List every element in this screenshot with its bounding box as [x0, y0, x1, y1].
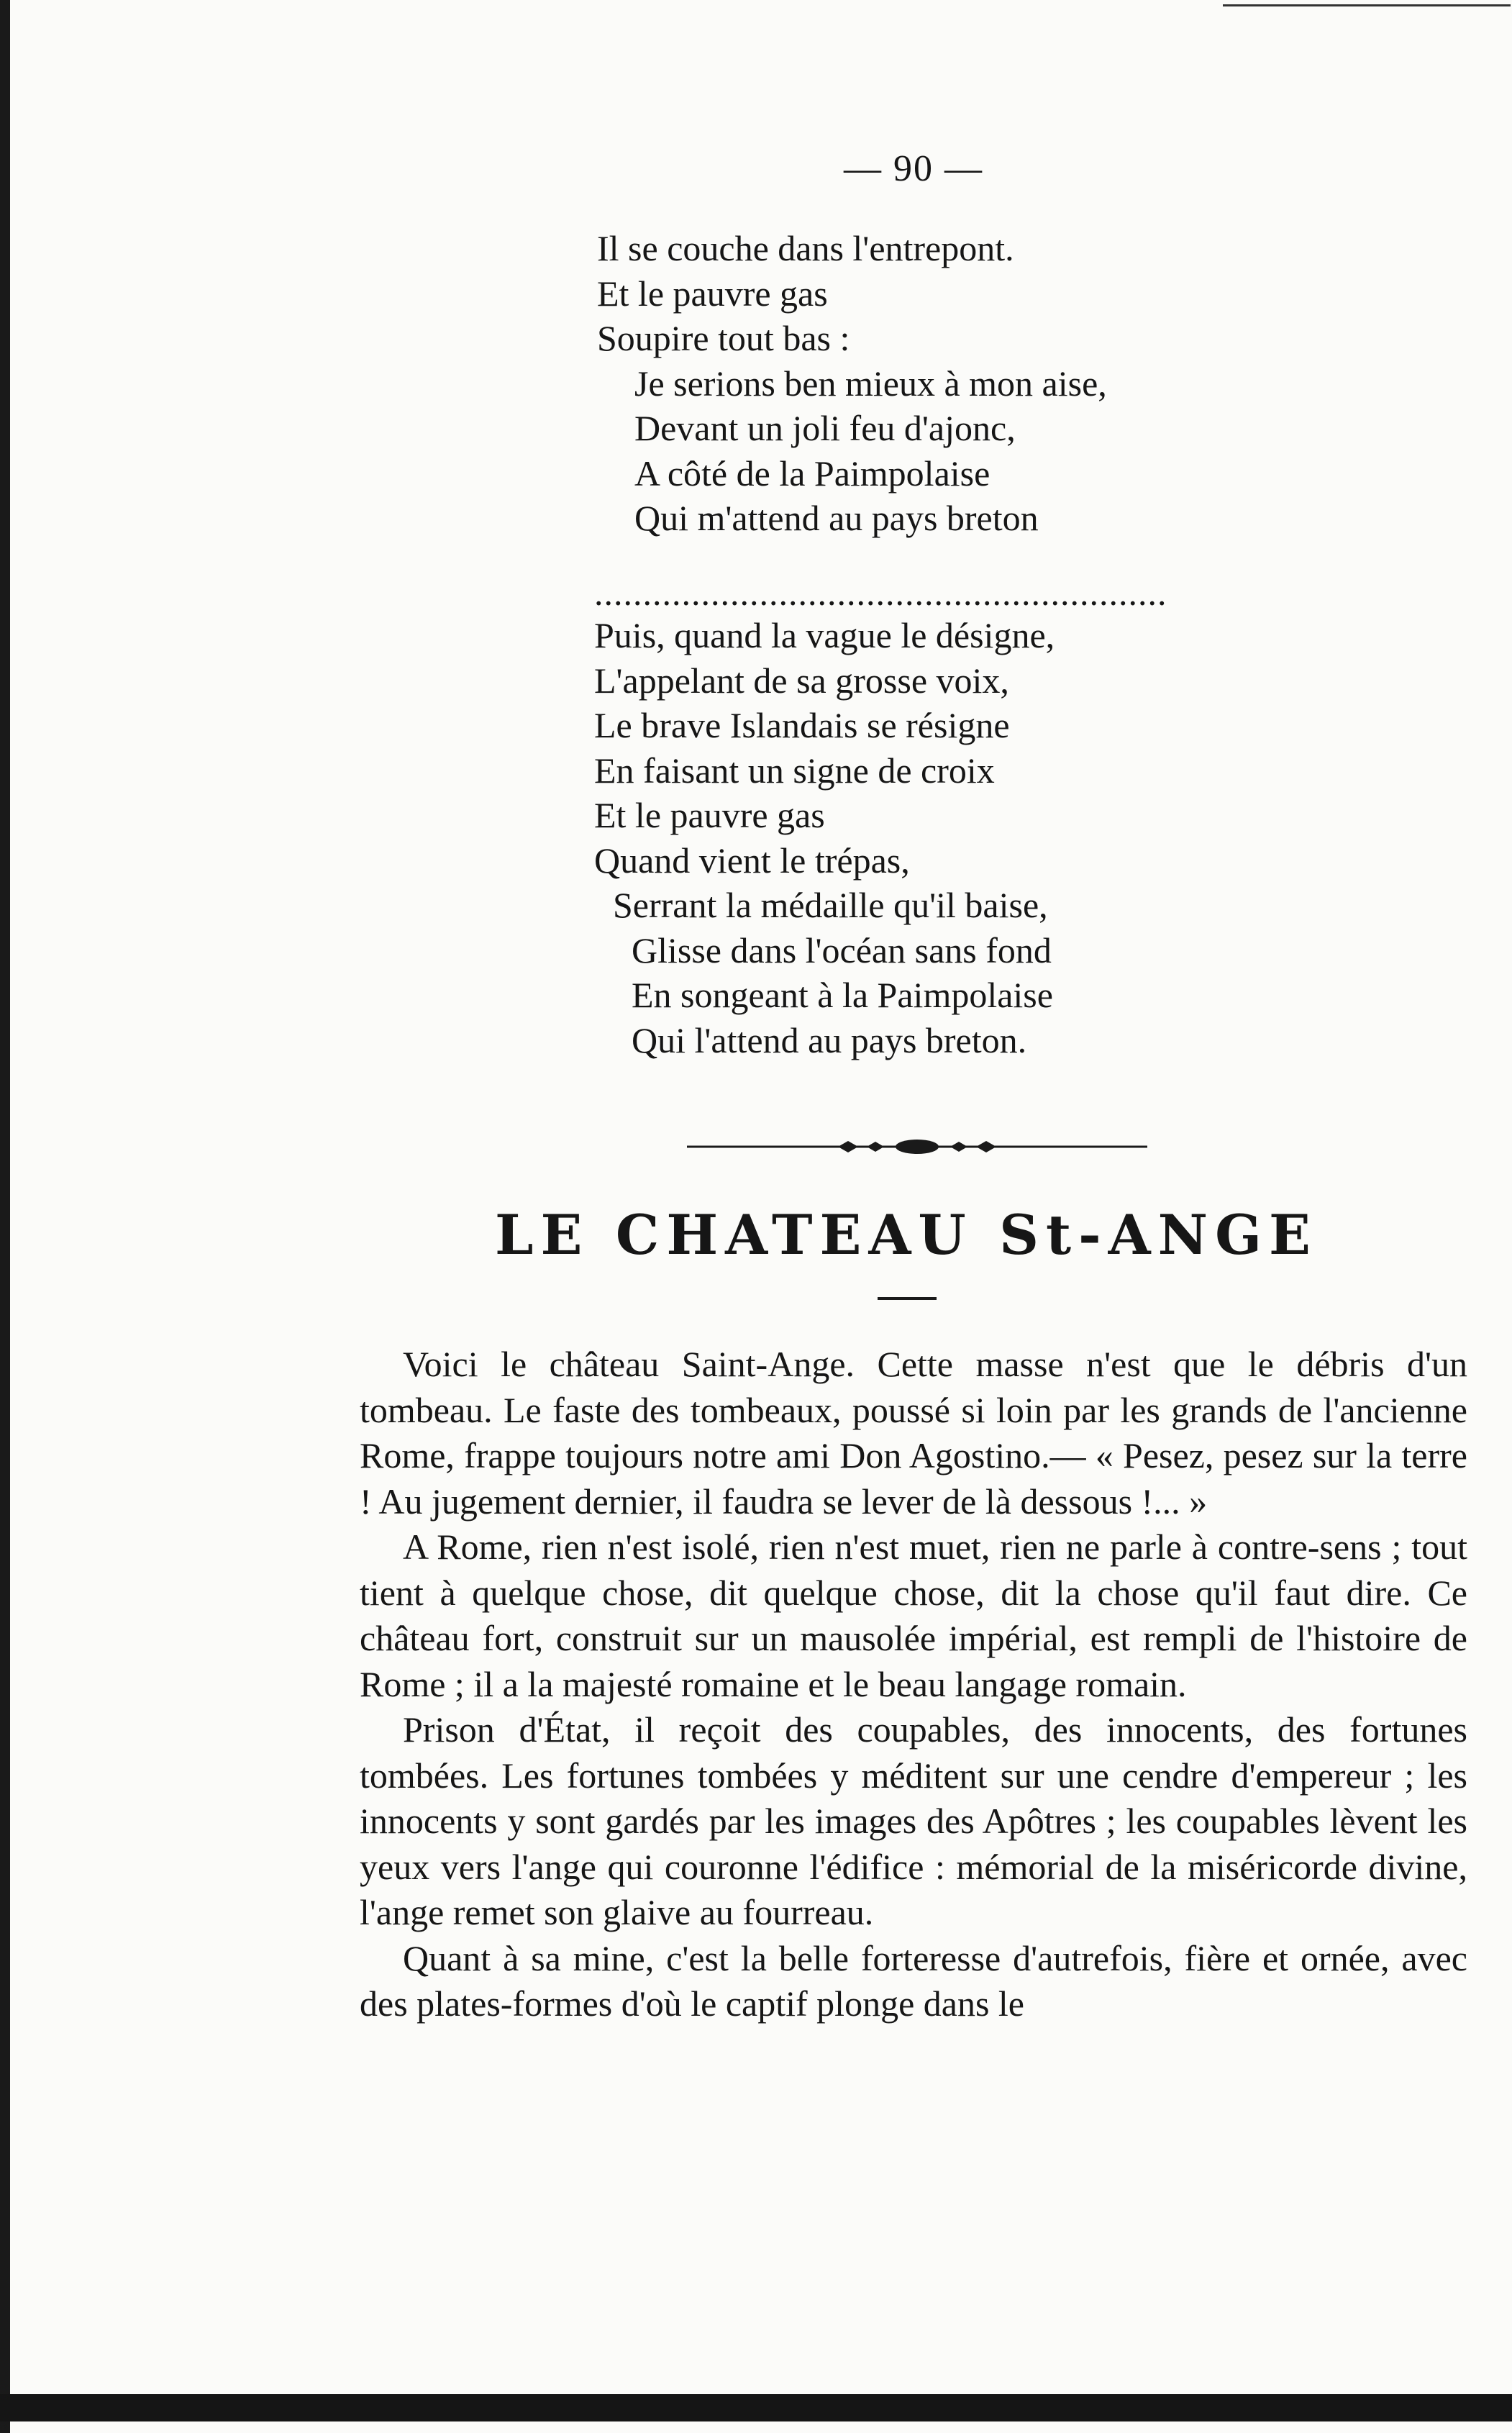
verse-line: Qui l'attend au pays breton.: [632, 1019, 1027, 1060]
verse-line: Le brave Islandais se résigne: [594, 705, 1010, 745]
verse-line: A côté de la Paimpolaise: [634, 453, 990, 494]
verse-line: Devant un joli feu d'ajonc,: [634, 408, 1016, 448]
paragraph: A Rome, rien n'est isolé, rien n'est muet, rien ne parle à contre-sens ; tout tient à quelque chose, dit quelque chose, dit la chose qu'il faut dire. Ce château fort, construit sur un mausolée impérial, est rempli de l'histoire de Rome ; il a la majesté romaine et le beau langage romain.: [360, 1527, 1467, 1704]
verse-line: En faisant un signe de croix: [594, 750, 995, 791]
verse-line: Je serions ben mieux à mon aise,: [634, 363, 1107, 404]
paragraph: Quant à sa mine, c'est la belle forteresse d'autrefois, fière et ornée, avec des plates-formes d'où le captif plonge dans le: [360, 1937, 1467, 2024]
page-bottom-edge: [0, 2394, 1512, 2421]
verse-line: Soupire tout bas :: [597, 318, 850, 358]
verse-line: Serrant la médaille qu'il baise,: [613, 885, 1048, 925]
verse-line: L'appelant de sa grosse voix,: [594, 660, 1009, 701]
page-edge-shadow: [0, 0, 10, 2433]
verse-line: En songeant à la Paimpolaise: [632, 975, 1053, 1015]
top-edge-line: [1223, 4, 1511, 6]
page-number: — 90 —: [844, 148, 983, 189]
verse-stanza-1: [597, 226, 1107, 541]
verse-line: Puis, quand la vague le désigne,: [594, 615, 1055, 655]
verse-line: Quand vient le trépas,: [594, 840, 910, 881]
section-title: LE CHATEAU St-ANGE: [495, 1203, 1318, 1267]
prose-body: [360, 1342, 1467, 2027]
verse-line: Glisse dans l'océan sans fond: [632, 929, 1052, 970]
paragraph: Voici le château Saint-Ange. Cette masse n'est que le débris d'un tombeau. Le faste des tombeaux, poussé si loin par les grands de l'ancienne Rome, frappe toujours notre ami Don Agostino.— « Pesez, pesez sur la terre ! Au jugement dernier, il faudra se lever de là dessous !... »: [360, 1344, 1467, 1522]
paragraph: Prison d'État, il reçoit des coupables, des innocents, des fortunes tombées. Les fortunes tombées y méditent sur une cendre d'empereur ; les innocents y sont gardés par les images des Apôtres ; les coupables lèvent les yeux vers l'ange qui couronne l'édifice : mémorial de la miséricorde divine, l'ange remet son glaive au fourreau.: [360, 1709, 1467, 1932]
verse-line: Et le pauvre gas: [594, 795, 825, 835]
verse-line: Et le pauvre gas: [597, 273, 828, 314]
dotted-separator: ...........................................................: [594, 573, 1167, 613]
ornament-divider-icon: [687, 1132, 1147, 1161]
verse-line: Qui m'attend au pays breton: [634, 498, 1039, 538]
verse-line: Il se couche dans l'entrepont.: [597, 228, 1014, 268]
title-underline: [878, 1297, 937, 1300]
verse-stanza-2: [594, 613, 1055, 1063]
